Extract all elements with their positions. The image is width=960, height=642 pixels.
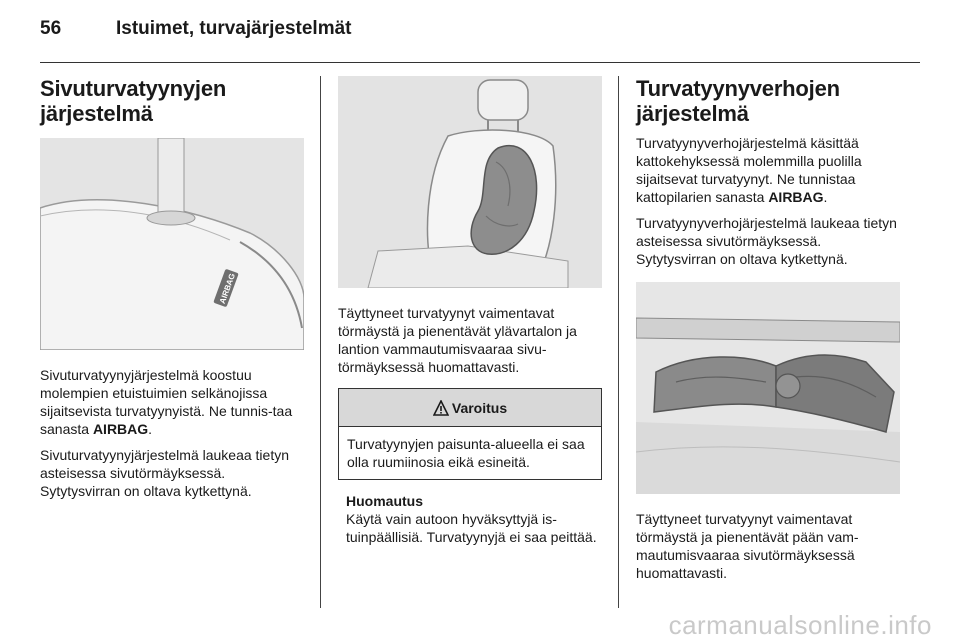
- note-block: [338, 492, 602, 546]
- airbag-label-text: AIRBAG: [217, 272, 238, 305]
- paragraph-side-airbag-3: Täyttyneet turvatyynyt vaimentavat törmäystä ja pienentävät ylävartalon ja lantion vammautumisvaaraa sivu-törmäyksessä huomattavasti.: [338, 305, 577, 375]
- running-title: Istuimet, turvajärjestelmät: [116, 18, 352, 39]
- warning-header: [339, 389, 601, 427]
- page-number: 56: [40, 18, 62, 39]
- figure-seat-airbag-deployed: [338, 76, 602, 288]
- page-header: [40, 18, 920, 62]
- figure-seat-airbag-label: [40, 138, 304, 350]
- paragraph-curtain-airbag-3: Täyttyneet turvatyynyt vaimentavat törmäystä ja pienentävät pään vam-mautumisvaaraa sivutörmäyksessä huomattavasti.: [636, 511, 859, 581]
- warning-text: Turvatyynyjen paisunta-alueella ei saa olla ruumiinosia eikä esineitä.: [347, 436, 585, 470]
- paragraph-curtain-airbag-1: Turvatyynyverhojärjestelmä käsittää kattokehyksessä molemmilla puolilla sijaitsevat turvatyynyt. Ne tunnistaa kattopilarien sanasta AIRBAG.: [636, 135, 862, 205]
- column-side-airbag: [40, 76, 304, 500]
- note-text: Käytä vain autoon hyväksyttyjä is-tuinpäällisiä. Turvatyynyjä ei saa peittää.: [346, 511, 597, 545]
- header-rule: [40, 62, 920, 63]
- figure-curtain-airbag-deployed: [636, 282, 900, 494]
- deployed-seat-airbag-illustration: [338, 76, 602, 288]
- section-heading-curtain-airbag: Turvatyynyverhojen järjestelmä: [636, 76, 840, 126]
- column-divider-1: [320, 76, 321, 608]
- curtain-airbag-illustration: [636, 282, 900, 494]
- watermark: carmanualsonline.info: [668, 610, 932, 640]
- column-side-airbag-cont: [338, 76, 602, 546]
- section-heading-side-airbag: Sivuturvatyynyjen järjestelmä: [40, 76, 227, 126]
- paragraph-side-airbag-1: Sivuturvatyynyjärjestelmä koostuu molempien etuistuimien selkänojissa sijaitsevista turvatyynyistä. Ne tunnis-taa sanasta AIRBAG.: [40, 367, 293, 437]
- column-curtain-airbag: [636, 76, 900, 582]
- warning-box: [338, 388, 602, 480]
- warning-icon: [433, 400, 449, 416]
- seat-backrest-illustration: [40, 138, 304, 350]
- paragraph-side-airbag-2: Sivuturvatyynyjärjestelmä laukeaa tietyn asteisessa sivutörmäyksessä. Sytytysvirran on oltava kytkettynä.: [40, 447, 290, 499]
- paragraph-curtain-airbag-2: Turvatyynyverhojärjestelmä laukeaa tietyn asteisessa sivutörmäyksessä. Sytytysvirran on oltava kytkettynä.: [636, 215, 897, 267]
- warning-title: Varoitus: [451, 399, 508, 416]
- column-divider-2: [618, 76, 619, 608]
- note-title: Huomautus: [346, 493, 423, 509]
